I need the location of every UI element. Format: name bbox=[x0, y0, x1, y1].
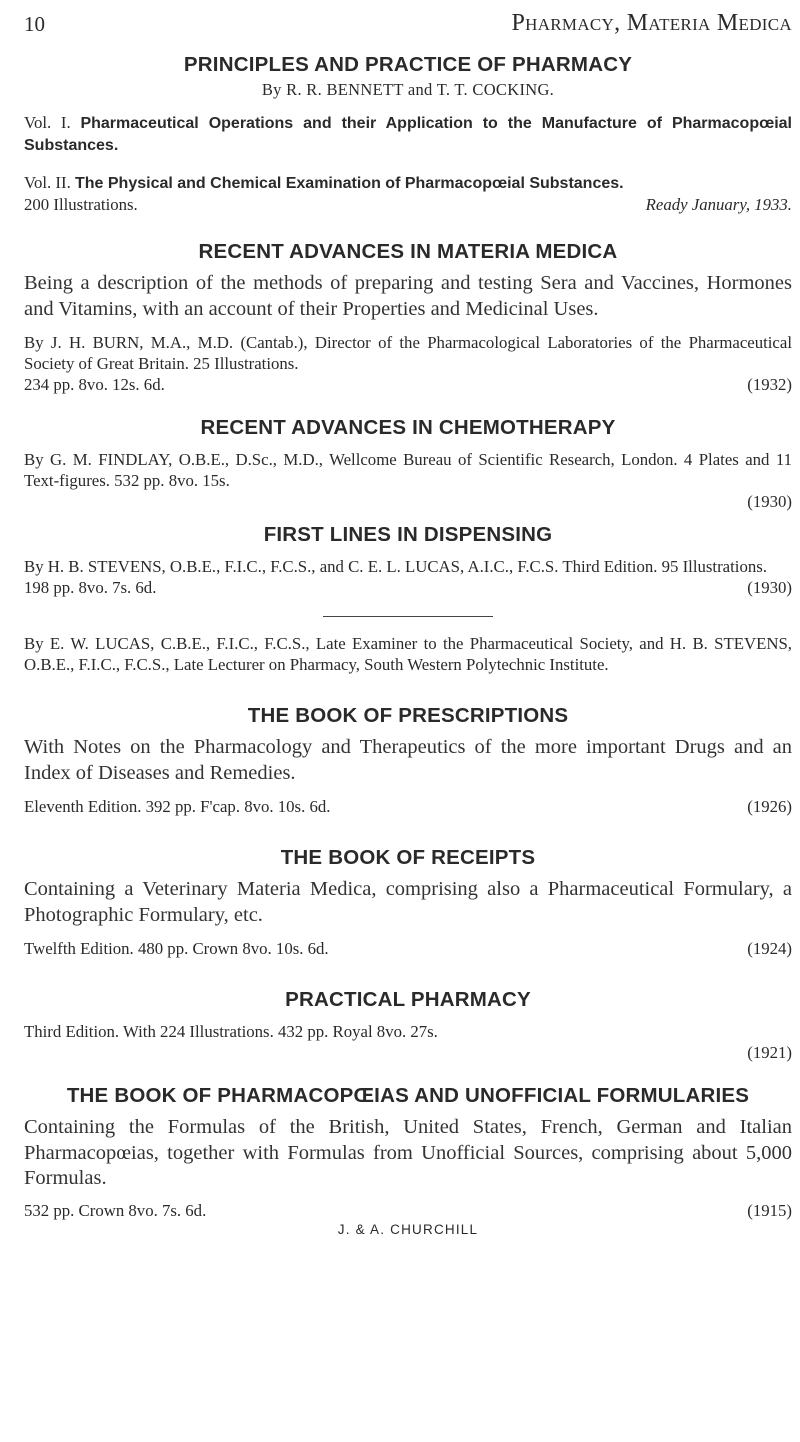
entry-heading: RECENT ADVANCES IN CHEMOTHERAPY bbox=[200, 416, 616, 439]
volume-two bbox=[24, 172, 792, 194]
running-head bbox=[24, 0, 792, 52]
entry-book-of-pharmacopoeias bbox=[24, 1083, 792, 1221]
entry-byline: By E. W. LUCAS, C.B.E., F.I.C., F.C.S., Late Examiner to the Pharmaceutical Society, and H. B. STEVENS, O.B.E., F.I.C., F.C.S., Late Lecturer on Pharmacy, South Western Polytechnic Institute. bbox=[24, 634, 792, 674]
entry-book-of-prescriptions bbox=[24, 703, 792, 817]
entry-description: Containing a Veterinary Materia Medica, comprising also a Pharmaceutical Formulary, a Photographic Formulary, etc. bbox=[24, 878, 792, 926]
entry-heading: RECENT ADVANCES IN MATERIA MEDICA bbox=[198, 240, 618, 263]
entry-year: (1921) bbox=[747, 1043, 792, 1062]
entry-details-row bbox=[24, 796, 792, 817]
entry-heading: THE BOOK OF PRESCRIPTIONS bbox=[247, 704, 569, 727]
entry-practical-pharmacy bbox=[24, 987, 792, 1063]
entry-byline bbox=[24, 556, 792, 598]
entry-description: With Notes on the Pharmacology and Therapeutics of the more important Drugs and an Index of Diseases and Remedies. bbox=[24, 736, 792, 784]
entry-year: (1924) bbox=[747, 939, 792, 958]
volume-two-details bbox=[24, 194, 792, 215]
volume-title: The Physical and Chemical Examination of Pharmacopœial Substances. bbox=[74, 175, 624, 192]
entry-details-row bbox=[24, 938, 792, 959]
entry-byline: By J. H. BURN, M.A., M.D. (Cantab.), Director of the Pharmacological Laboratories of the Pharmaceutical Society of Great Britain. 25 Illustrations. bbox=[24, 333, 792, 373]
entry-heading: FIRST LINES IN DISPENSING bbox=[263, 523, 553, 546]
entry-details-row bbox=[24, 1200, 792, 1221]
entry-details: 532 pp. Crown 8vo. 7s. 6d. bbox=[24, 1200, 207, 1220]
entry-details: Twelfth Edition. 480 pp. Crown 8vo. 10s. 6d. bbox=[24, 939, 329, 958]
entry-details: Third Edition. With 224 Illustrations. 432 pp. Royal 8vo. 27s. bbox=[24, 1022, 438, 1041]
entry-details-row bbox=[24, 374, 792, 395]
volume-label: Vol. II. bbox=[24, 173, 71, 192]
volume-label: Vol. I. bbox=[24, 113, 71, 132]
entry-dispensing bbox=[24, 522, 792, 598]
running-title: Pharmacy, Materia Medica bbox=[511, 10, 792, 36]
page-number: 10 bbox=[24, 12, 45, 36]
section-divider bbox=[323, 616, 493, 617]
entry-year: (1915) bbox=[747, 1200, 792, 1220]
illustrations-count: 200 Illustrations. bbox=[24, 195, 138, 214]
volume-one bbox=[24, 112, 792, 156]
entry-details: Eleventh Edition. 392 pp. F'cap. 8vo. 10s. 6d. bbox=[24, 797, 331, 816]
volume-title: Pharmaceutical Operations and their Application to the Manufacture of Pharmacopœial Substances. bbox=[24, 115, 792, 154]
entry-heading: THE BOOK OF PHARMACOPŒIAS AND UNOFFICIAL FORMULARIES bbox=[66, 1084, 750, 1107]
entry-lucas-stevens bbox=[24, 633, 792, 675]
entry-principles-and-practice bbox=[24, 52, 792, 215]
entry-year: (1926) bbox=[747, 797, 792, 816]
entry-year: (1930) bbox=[747, 578, 792, 597]
entry-heading: PRACTICAL PHARMACY bbox=[285, 988, 531, 1011]
ready-date: Ready January, 1933. bbox=[645, 195, 792, 214]
entry-authors: By R. R. BENNETT and T. T. COCKING. bbox=[261, 80, 555, 99]
entry-year: (1930) bbox=[747, 492, 792, 511]
entry-byline: By G. M. FINDLAY, O.B.E., D.Sc., M.D., Wellcome Bureau of Scientific Research, London. 4 Plates and 11 Text-figures. 532 pp. 8vo. 15s. bbox=[24, 450, 792, 490]
entry-heading: PRINCIPLES AND PRACTICE OF PHARMACY bbox=[183, 53, 633, 76]
entry-details: 234 pp. 8vo. 12s. 6d. bbox=[24, 375, 165, 394]
entry-materia-medica bbox=[24, 239, 792, 395]
entry-byline-text: By H. B. STEVENS, O.B.E., F.I.C., F.C.S., and C. E. L. LUCAS, A.I.C., F.C.S. Third Edition. 95 Illustrations. 198 pp. 8vo. 7s. 6d. bbox=[24, 557, 767, 597]
publisher-imprint: J. & A. CHURCHILL bbox=[337, 1221, 479, 1237]
entry-year: (1932) bbox=[747, 375, 792, 394]
entry-chemotherapy bbox=[24, 415, 792, 512]
entry-heading: THE BOOK OF RECEIPTS bbox=[280, 846, 536, 869]
entry-description: Containing the Formulas of the British, United States, French, German and Italian Pharmacopœias, together with Formulas from Unofficial Sources, comprising about 5,000 Formulas. bbox=[24, 1116, 792, 1189]
entry-description: Being a description of the methods of preparing and testing Sera and Vaccines, Hormones and Vitamins, with an account of their Properties and Medicinal Uses. bbox=[24, 272, 792, 320]
entry-book-of-receipts bbox=[24, 845, 792, 959]
